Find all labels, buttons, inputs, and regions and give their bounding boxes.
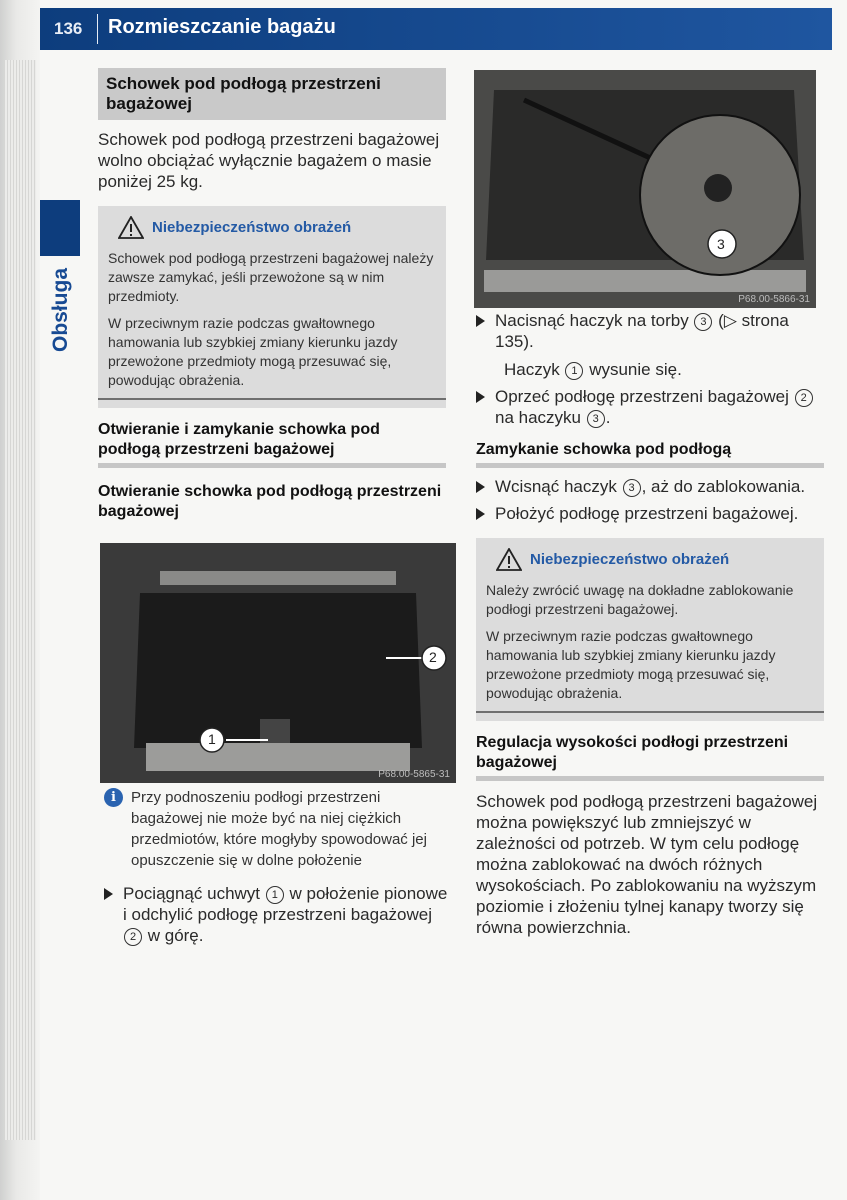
- page-header: [40, 8, 832, 50]
- chapter-title: Rozmieszczanie bagażu: [108, 16, 336, 38]
- info-icon: i: [104, 788, 123, 807]
- warning-title: Niebezpieczeństwo obrażeń: [530, 551, 730, 568]
- bag-hook-photo: [474, 70, 816, 308]
- info-note: [104, 787, 454, 871]
- bullet-arrow-icon: [104, 888, 113, 900]
- side-tab-label: Obsługa: [49, 267, 72, 353]
- right-column: [476, 310, 824, 938]
- callout-3: 3: [717, 236, 725, 252]
- info-text: Przy podnoszeniu podłogi przestrzeni bagażowej nie może być na niej ciężkich przedmiotów, które mogłyby spowodować jej opuszczenie się w dolne położenie: [131, 789, 427, 869]
- step-result: Haczyk 1 wysunie się.: [504, 360, 682, 379]
- warning-box-close: [98, 206, 446, 408]
- storage-load-text: Schowek pod podłogą przestrzeni bagażowej wolno obciążać wyłącznie bagażem o masie poniżej 25 kg.: [98, 130, 440, 191]
- warning-text: Schowek pod podłogą przestrzeni bagażowej należy zawsze zamykać, jeśli przewożone są w nim przedmioty.: [108, 250, 434, 304]
- warning-triangle-icon: [118, 216, 144, 239]
- image-code: P68.00-5866-31: [738, 294, 810, 305]
- warning-text: W przeciwnym razie podczas gwałtownego hamowania lub szybkiej zmiany kierunku jazdy przewożone przedmioty mogą przesuwać się, powodując obrażenia.: [108, 315, 398, 388]
- image-code: P68.00-5865-31: [378, 769, 450, 780]
- trunk-floor-illustration: [100, 543, 456, 783]
- trunk-floor-photo: [100, 543, 456, 783]
- warning-triangle-icon: [496, 548, 522, 571]
- page-number: 136: [54, 19, 83, 38]
- section-title-storage: Schowek pod podłogą przestrzeni bagażowej: [98, 68, 446, 120]
- section-title-open-close: Otwieranie i zamykanie schowka pod podłogą przestrzeni bagażowej: [98, 421, 380, 458]
- height-adjust-text: Schowek pod podłogą przestrzeni bagażowej można powiększyć lub zmniejszyć w zależności od potrzeb. W tym celu podłogę można zablokować na dwóch różnych wysokościach. Po zablokowaniu na wyższym poziomie i złożeniu tylnej kanapy tworzy się równa powierzchnia.: [476, 792, 818, 937]
- section-title-height: Regulacja wysokości podłogi przestrzeni bagażowej: [476, 734, 789, 771]
- page-edge: [0, 0, 40, 1200]
- side-tab-marker: [40, 200, 80, 256]
- step-lower-floor: Położyć podłogę przestrzeni bagażowej.: [476, 503, 824, 524]
- bag-hook-illustration: [474, 70, 816, 308]
- bullet-arrow-icon: [476, 508, 485, 520]
- section-title-close: Zamykanie schowka pod podłogą: [476, 441, 732, 458]
- step-rest-floor: Oprzeć podłogę przestrzeni bagażowej 2 na haczyku 3 .: [476, 386, 824, 428]
- left-column: [98, 68, 446, 522]
- bullet-arrow-icon: [476, 481, 485, 493]
- step-press-hook: Nacisnąć haczyk na torby 3 (▷ strona 135).: [476, 310, 824, 352]
- section-title-open: Otwieranie schowka pod podłogą przestrzeni bagażowej: [98, 483, 442, 520]
- step-pull-handle: Pociągnąć uchwyt 1 w położenie pionowe i odchylić podłogę przestrzeni bagażowej 2 w górę.: [104, 883, 454, 946]
- bullet-arrow-icon: [476, 391, 485, 403]
- callout-2: 2: [429, 649, 437, 665]
- warning-text: W przeciwnym razie podczas gwałtownego hamowania lub szybkiej zmiany kierunku jazdy przewożone przedmioty mogą przesuwać się, powodując obrażenia.: [486, 628, 776, 701]
- step-push-hook: Wcisnąć haczyk 3 , aż do zablokowania.: [476, 476, 824, 497]
- warning-title: Niebezpieczeństwo obrażeń: [152, 219, 352, 236]
- header-divider: [97, 14, 98, 44]
- callout-1: 1: [208, 731, 216, 747]
- warning-text: Należy zwrócić uwagę na dokładne zablokowanie podłogi przestrzeni bagażowej.: [486, 582, 794, 617]
- warning-box-lock: [476, 538, 824, 721]
- bullet-arrow-icon: [476, 315, 485, 327]
